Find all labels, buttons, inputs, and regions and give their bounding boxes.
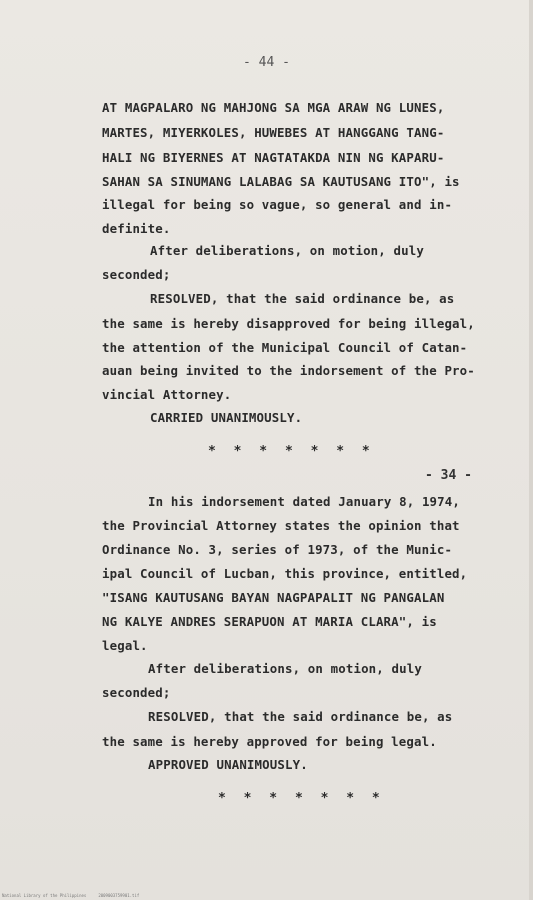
footer-caption: National Library of the Philippines 2009003759901.tif bbox=[2, 893, 140, 898]
body-line: illegal for being so vague, so general and in- bbox=[102, 197, 453, 212]
body-line: CARRIED UNANIMOUSLY. bbox=[150, 410, 303, 425]
body-line: HALI NG BIYERNES AT NAGTATAKDA NIN NG KAPARU- bbox=[102, 150, 445, 165]
body-line: seconded; bbox=[102, 267, 171, 282]
body-line: In his indorsement dated January 8, 1974, bbox=[148, 494, 461, 509]
body-line: MARTES, MIYERKOLES, HUWEBES AT HANGGANG TANG- bbox=[102, 125, 445, 140]
body-line: Ordinance No. 3, series of 1973, of the Munic- bbox=[102, 542, 453, 557]
body-line: APPROVED UNANIMOUSLY. bbox=[148, 757, 308, 772]
body-line: legal. bbox=[102, 638, 148, 653]
page-number: - 44 - bbox=[243, 55, 290, 70]
page-edge bbox=[529, 0, 533, 900]
body-line: the attention of the Municipal Council of Catan- bbox=[102, 340, 468, 355]
body-line: RESOLVED, that the said ordinance be, as bbox=[148, 709, 453, 724]
body-line: NG KALYE ANDRES SERAPUON AT MARIA CLARA", is bbox=[102, 614, 437, 629]
body-line: SAHAN SA SINUMANG LALABAG SA KAUTUSANG ITO", is bbox=[102, 174, 460, 189]
body-line: auan being invited to the indorsement of the Pro- bbox=[102, 363, 475, 378]
body-line: vincial Attorney. bbox=[102, 387, 232, 402]
item-number: - 34 - bbox=[425, 468, 472, 483]
body-line: seconded; bbox=[102, 685, 171, 700]
body-line: the same is hereby approved for being legal. bbox=[102, 734, 437, 749]
body-line: After deliberations, on motion, duly bbox=[150, 243, 424, 258]
separator-stars: * * * * * * * bbox=[218, 791, 385, 806]
body-line: "ISANG KAUTUSANG BAYAN NAGPAPALIT NG PANGALAN bbox=[102, 590, 445, 605]
body-line: RESOLVED, that the said ordinance be, as bbox=[150, 291, 455, 306]
body-line: definite. bbox=[102, 221, 171, 236]
body-line: the same is hereby disapproved for being illegal, bbox=[102, 316, 475, 331]
body-line: AT MAGPALARO NG MAHJONG SA MGA ARAW NG LUNES, bbox=[102, 100, 445, 115]
body-line: After deliberations, on motion, duly bbox=[148, 661, 422, 676]
body-line: ipal Council of Lucban, this province, entitled, bbox=[102, 566, 468, 581]
separator-stars: * * * * * * * bbox=[208, 444, 375, 459]
body-line: the Provincial Attorney states the opinion that bbox=[102, 518, 460, 533]
